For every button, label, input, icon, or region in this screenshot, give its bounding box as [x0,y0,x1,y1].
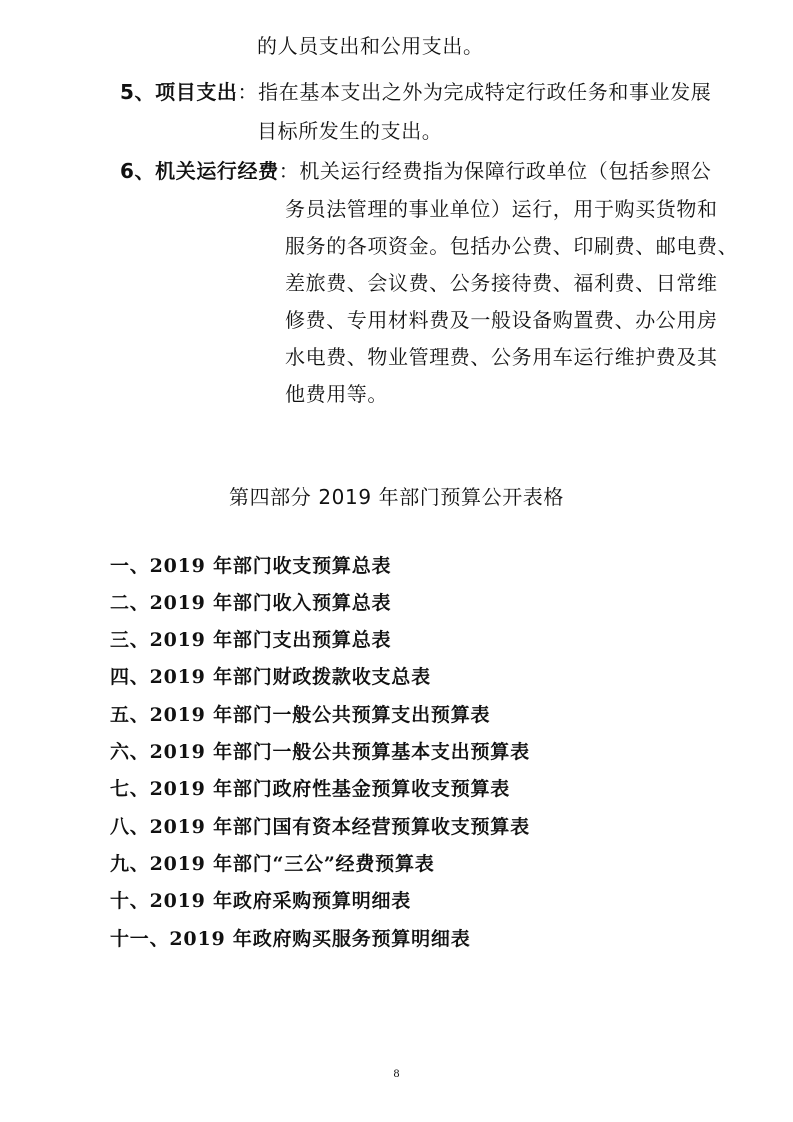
list-item: 四、2019 年部门财政拨款收支总表 [110,666,431,688]
definition-continued-line: 的人员支出和公用支出。 [257,34,484,58]
definition-text: 机关运行经费指为保障行政单位（包括参照公 [299,159,712,183]
list-item: 八、2019 年部门国有资本经营预算收支预算表 [110,816,530,838]
list-item: 五、2019 年部门一般公共预算支出预算表 [110,704,491,726]
definition-text: 水电费、物业管理费、公务用车运行维护费及其 [285,345,718,369]
list-item: 七、2019 年部门政府性基金预算收支预算表 [110,778,511,800]
list-item: 一、2019 年部门收支预算总表 [110,555,392,577]
definition-separator: ： [237,80,259,104]
list-item: 十、2019 年政府采购预算明细表 [110,890,412,912]
list-item: 三、2019 年部门支出预算总表 [110,629,392,651]
definition-text: 目标所发生的支出。 [257,119,443,143]
definition-separator: ： [278,159,300,183]
list-item: 六、2019 年部门一般公共预算基本支出预算表 [110,741,530,763]
definition-text: 修费、专用材料费及一般设备购置费、办公用房 [285,308,718,332]
list-item: 十一、2019 年政府购买服务预算明细表 [110,928,471,950]
section-title: 第四部分 2019 年部门预算公开表格 [228,485,564,509]
definition-term-line [120,159,711,183]
page-number: 8 [393,1066,400,1080]
definition-text: 差旅费、会议费、公务接待费、福利费、日常维 [285,271,718,295]
definition-text: 服务的各项资金。包括办公费、印刷费、邮电费、 [285,234,739,258]
definition-text: 指在基本支出之外为完成特定行政任务和事业发展 [258,80,712,104]
definition-term: 5、项目支出 [120,80,238,104]
list-item: 二、2019 年部门收入预算总表 [110,592,392,614]
definition-text: 务员法管理的事业单位）运行，用于购买货物和 [285,197,718,221]
list-item: 九、2019 年部门“三公”经费预算表 [110,853,435,875]
definition-text: 他费用等。 [285,382,388,406]
definition-term: 6、机关运行经费 [120,159,279,183]
definition-term-line [120,80,711,104]
